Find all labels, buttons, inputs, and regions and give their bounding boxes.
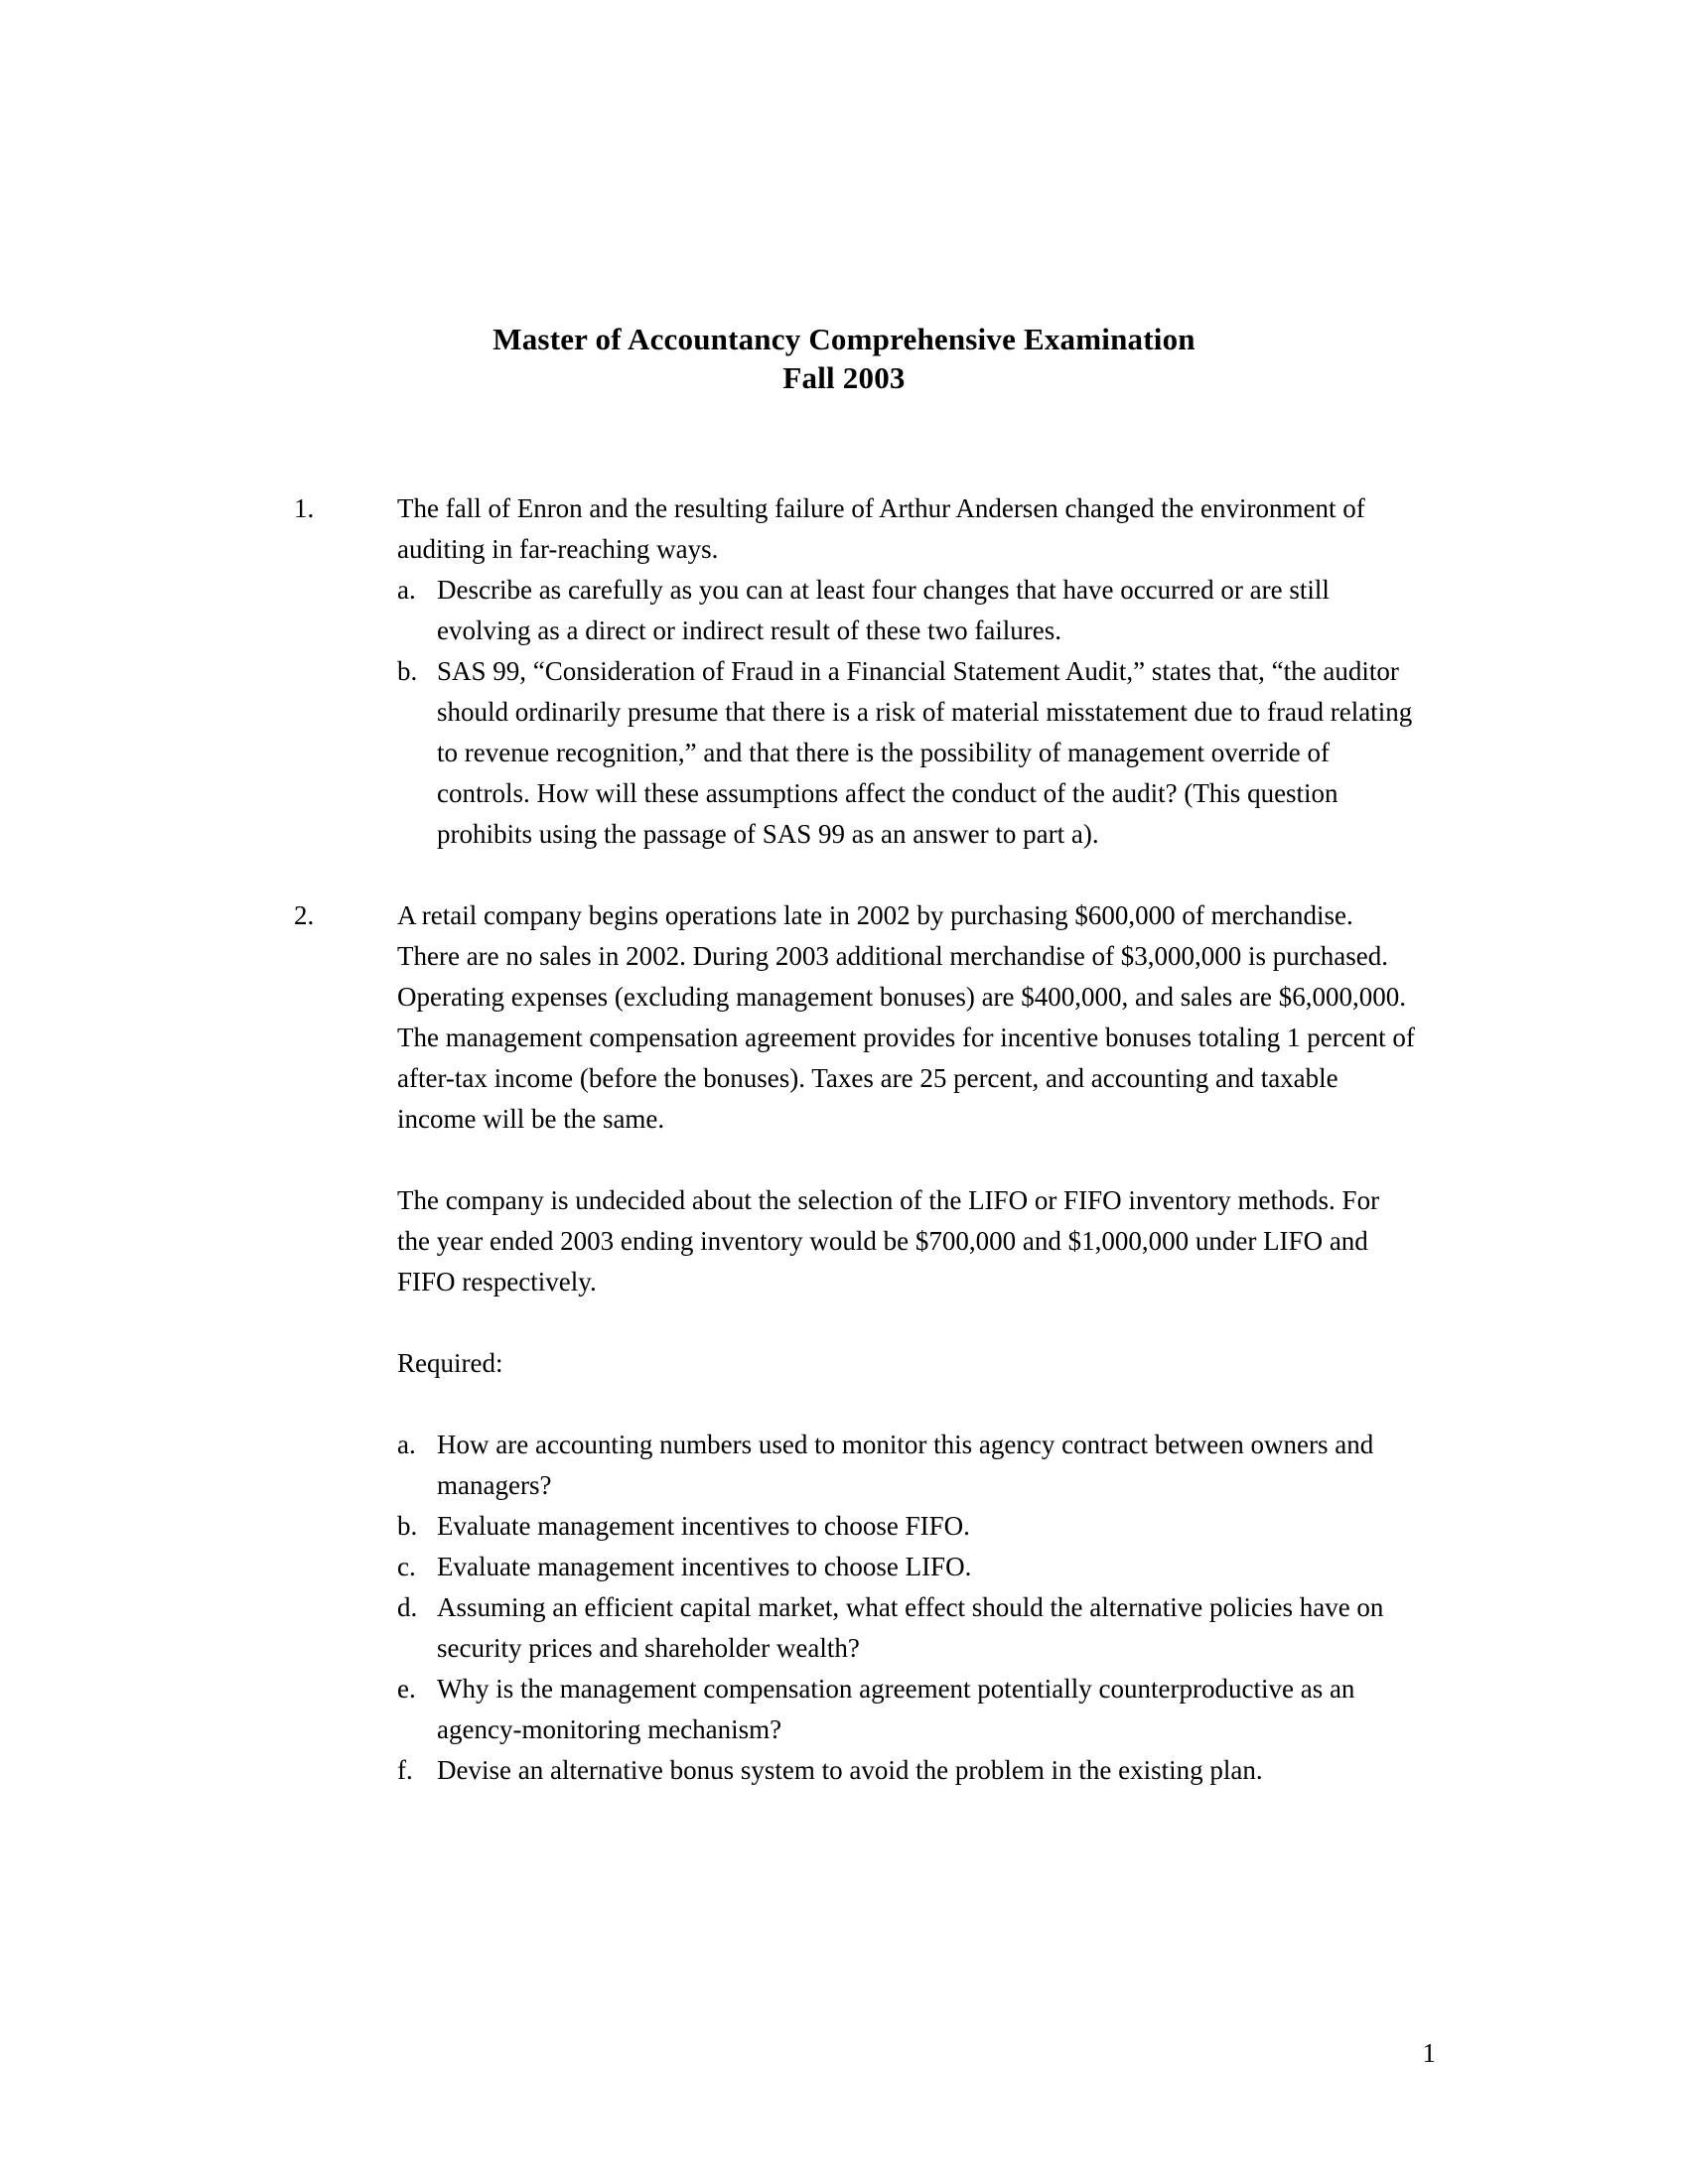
- question-2-subitem-c: [397, 1547, 1416, 1587]
- question-2-subitem-f-marker: f.: [397, 1755, 413, 1785]
- question-1-intro: The fall of Enron and the resulting failure of Arthur Andersen changed the environment of auditing in far-reaching ways.: [397, 493, 1365, 564]
- question-2-subitem-c-marker: c.: [397, 1552, 416, 1581]
- question-2-subitem-b: [397, 1506, 1416, 1547]
- question-2-subitem-e-marker: e.: [397, 1674, 416, 1704]
- question-2-subitem-b-marker: b.: [397, 1511, 418, 1541]
- exam-content: [294, 488, 1416, 1791]
- question-2-subitem-d-marker: d.: [397, 1592, 418, 1622]
- question-2-subitem-c-text: Evaluate management incentives to choose LIFO.: [437, 1552, 972, 1581]
- question-2: [294, 895, 1416, 1791]
- question-1-body: [397, 488, 1416, 855]
- question-2-subitem-d: [397, 1587, 1416, 1669]
- question-2-body: [397, 895, 1416, 1791]
- question-1-subitem-a-text: Describe as carefully as you can at least four changes that have occurred or are still evolving as a direct or indirect result of these two failures.: [437, 575, 1330, 645]
- question-2-marker: 2.: [294, 900, 315, 930]
- question-1-marker: 1.: [294, 493, 315, 523]
- question-2-subitem-f: [397, 1750, 1416, 1791]
- title-line-term: Fall 2003: [782, 360, 906, 395]
- question-1-sublist: [397, 570, 1416, 855]
- question-2-sublist: [397, 1425, 1416, 1791]
- question-2-required-label: Required:: [397, 1348, 503, 1378]
- question-2-subitem-b-text: Evaluate management incentives to choose FIFO.: [437, 1511, 970, 1541]
- question-spacer: [294, 855, 1416, 895]
- document-title: [0, 320, 1688, 397]
- question-1: [294, 488, 1416, 855]
- question-1-subitem-b-marker: b.: [397, 656, 418, 686]
- question-1-subitem-a-marker: a.: [397, 575, 416, 605]
- question-2-subitem-f-text: Devise an alternative bonus system to avoid the problem in the existing plan.: [437, 1755, 1263, 1785]
- question-1-subitem-a: [397, 570, 1416, 651]
- question-2-subitem-d-text: Assuming an efficient capital market, what effect should the alternative policies have on security prices and shareholder wealth?: [437, 1592, 1384, 1663]
- question-2-subitem-e-text: Why is the management compensation agreement potentially counterproductive as an agency-monitoring mechanism?: [437, 1674, 1355, 1744]
- page-number: 1: [1422, 2038, 1436, 2068]
- question-1-subitem-b-text: SAS 99, “Consideration of Fraud in a Financial Statement Audit,” states that, “the auditor should ordinarily presume that there is a risk of material misstatement due to fraud relating to revenue recognition,” and that there is the possibility of management override of controls. How will these assumptions affect the conduct of the audit? (This question prohibits using the passage of SAS 99 as an answer to part a).: [437, 656, 1413, 849]
- question-1-subitem-b: [397, 651, 1416, 855]
- question-2-subitem-a: [397, 1425, 1416, 1506]
- question-2-paragraph-2: The company is undecided about the selection of the LIFO or FIFO inventory methods. For the year ended 2003 ending inventory would be $700,000 and $1,000,000 under LIFO and FIFO respectively.: [397, 1185, 1380, 1297]
- question-2-paragraph-1: A retail company begins operations late in 2002 by purchasing $600,000 of merchandise. There are no sales in 2002. During 2003 additional merchandise of $3,000,000 is purchased. Operating expenses (excluding management bonuses) are $400,000, and sales are $6,000,000. The management compensation agreement provides for incentive bonuses totaling 1 percent of after-tax income (before the bonuses). Taxes are 25 percent, and accounting and taxable income will be the same.: [397, 900, 1415, 1134]
- question-2-subitem-e: [397, 1669, 1416, 1750]
- question-2-subitem-a-text: How are accounting numbers used to monitor this agency contract between owners and managers?: [437, 1430, 1374, 1500]
- question-2-subitem-a-marker: a.: [397, 1430, 416, 1459]
- title-line-main: Master of Accountancy Comprehensive Examination: [492, 322, 1196, 356]
